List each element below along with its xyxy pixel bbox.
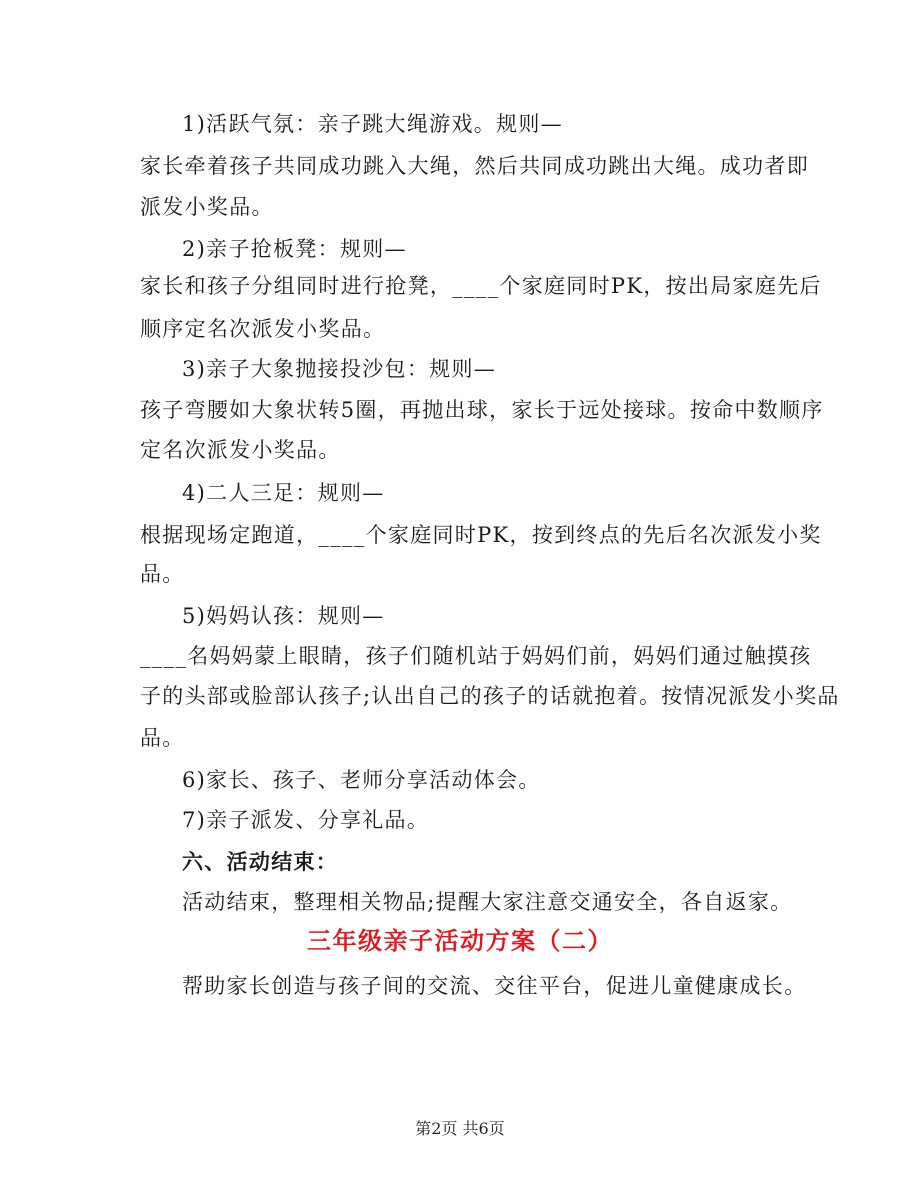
activity-4-heading: 4)二人三足：规则— [182, 481, 385, 505]
activity-4-rule-line-2: 品。 [140, 562, 185, 586]
activity-2-rule-line-2: 顺序定名次派发小奖品。 [140, 317, 386, 341]
intro-paragraph: 帮助家长创造与孩子间的交流、交往平台，促进儿童健康成长。 [182, 974, 807, 998]
section-6-heading: 六、活动结束： [182, 849, 339, 874]
activity-3-heading: 3)亲子大象抛接投沙包：规则— [182, 357, 497, 381]
activity-6: 6)家长、孩子、老师分享活动体会。 [182, 768, 541, 792]
activity-4-rule-line-1: 根据现场定跑道，____个家庭同时PK，按到终点的先后名次派发小奖 [140, 523, 822, 547]
activity-1-heading: 1)活跃气氛：亲子跳大绳游戏。规则— [182, 112, 563, 136]
section-title: 三年级亲子活动方案（二） [307, 927, 613, 955]
activity-1-rule-line-1: 家长牵着孩子共同成功跳入大绳，然后共同成功跳出大绳。成功者即 [140, 154, 809, 178]
activity-3-rule-line-1: 孩子弯腰如大象状转5圈，再抛出球，家长于远处接球。按命中数顺序 [140, 398, 824, 422]
activity-5-heading: 5)妈妈认孩：规则— [182, 604, 385, 628]
activity-5-rule-line-2: 子的头部或脸部认孩子;认出自己的孩子的话就抱着。按情况派发小奖品 [140, 684, 840, 708]
activity-3-rule-line-2: 定名次派发小奖品。 [140, 438, 341, 462]
activity-5-rule-line-1: ____名妈妈蒙上眼睛，孩子们随机站于妈妈们前，妈妈们通过触摸孩 [140, 644, 812, 668]
activity-2-rule-line-1: 家长和孩子分组同时进行抢凳，____个家庭同时PK，按出局家庭先后 [140, 274, 822, 298]
activity-2-heading: 2)亲子抢板凳：规则— [182, 237, 407, 261]
page-footer: 第2页 共6页 [415, 1119, 505, 1138]
activity-7: 7)亲子派发、分享礼品。 [182, 808, 430, 832]
activity-1-rule-line-2: 派发小奖品。 [140, 195, 274, 219]
activity-5-rule-line-3: 品。 [140, 726, 185, 750]
section-6-body: 活动结束，整理相关物品;提醒大家注意交通安全，各自返家。 [182, 890, 793, 914]
